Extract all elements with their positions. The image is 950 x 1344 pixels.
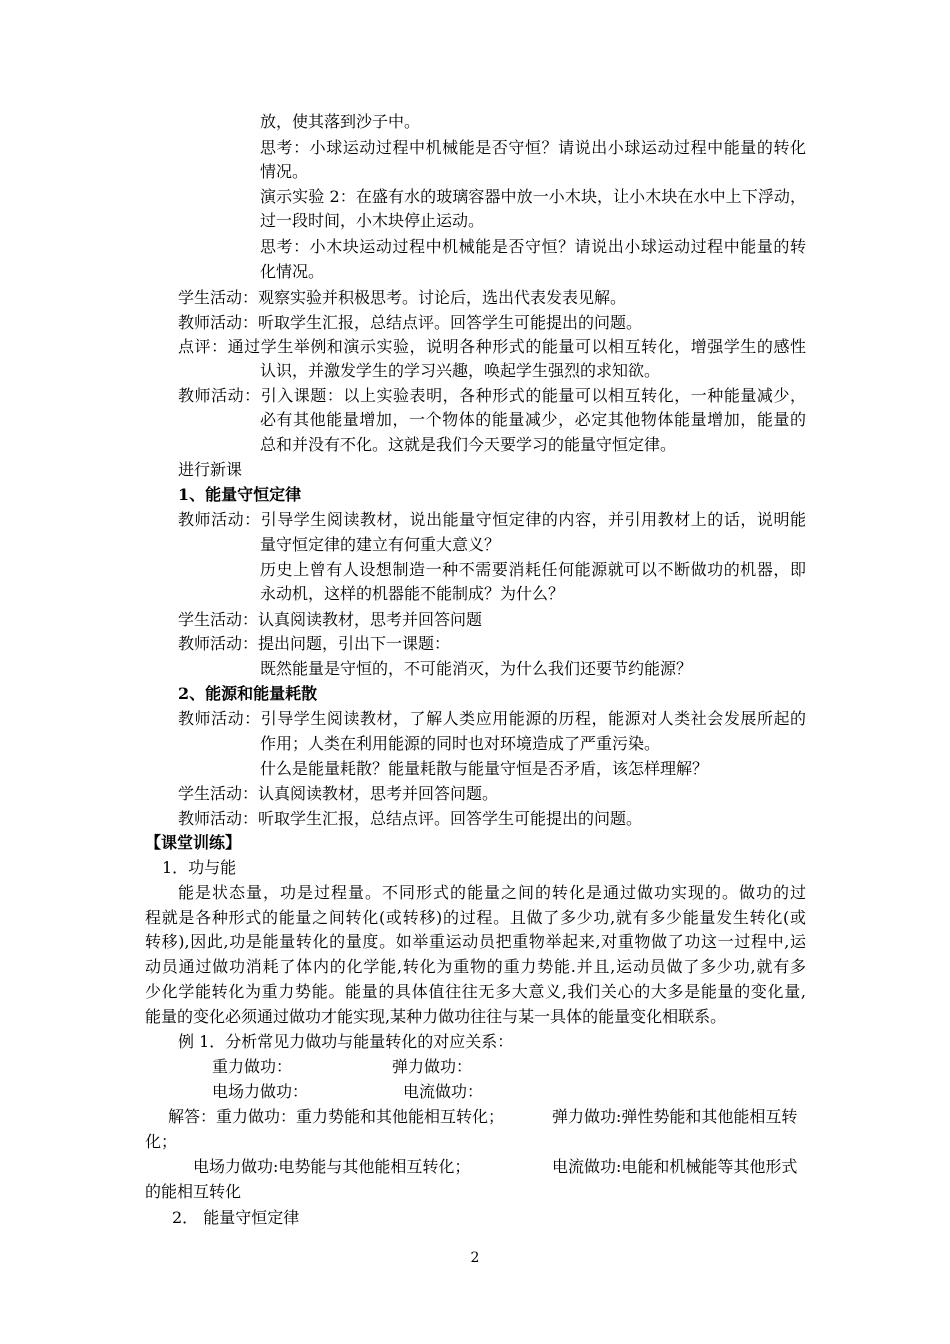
text-line: 电流做功:电能和机械能等其他形式 xyxy=(552,1157,798,1176)
text-line: 教师活动：听取学生汇报，总结点评。回答学生可能提出的问题。 xyxy=(178,809,643,828)
text-line: 既然能量是守恒的，不可能消灭，为什么我们还要节约能源？ xyxy=(260,659,693,678)
text-line: 电流做功： xyxy=(403,1082,484,1101)
section-heading: 1、能量守恒定律 xyxy=(178,485,302,504)
section-heading: 进行新课 xyxy=(178,460,243,479)
text-line: 点评：通过学生举例和演示实验，说明各种形式的能量可以相互转化，增强学生的感性 xyxy=(178,337,806,356)
text-line: 量守恒定律的建立有何重大意义？ xyxy=(260,535,501,554)
text-line: 学生活动：认真阅读教材，思考并回答问题。 xyxy=(178,784,499,803)
text-line: 重力做功： xyxy=(212,1057,293,1076)
text-line: 情况。 xyxy=(260,162,309,181)
text-line: 解答：重力做功：重力势能和其他能相互转化； xyxy=(168,1107,505,1126)
text-line: 教师活动：听取学生汇报，总结点评。回答学生可能提出的问题。 xyxy=(178,313,643,332)
section-heading: 【课堂训练】 xyxy=(145,833,242,852)
text-line: 思考：小木块运动过程中机械能是否守恒？请说出小球运动过程中能量的转 xyxy=(260,237,806,256)
text-line: 弹力做功： xyxy=(392,1057,473,1076)
text-line: 历史上曾有人设想制造一种不需要消耗任何能源就可以不断做功的机器，即 xyxy=(260,560,806,579)
text-line: 学生活动：认真阅读教材，思考并回答问题 xyxy=(178,610,483,629)
text-line: 化； xyxy=(145,1132,178,1151)
text-line: 必有其他能量增加，一个物体的能量减少，必定其他物体能量增加，能量的 xyxy=(260,410,806,429)
section-heading: 2． 能量守恒定律 xyxy=(172,1208,300,1227)
text-line: 教师活动：提出问题，引出下一课题： xyxy=(178,634,451,653)
page-number: 2 xyxy=(470,1250,480,1266)
text-line: 的能相互转化 xyxy=(145,1182,242,1201)
text-line: 电场力做功:电势能与其他能相互转化； xyxy=(193,1157,471,1176)
text-line: 总和并没有不化。这就是我们今天要学习的能量守恒定律。 xyxy=(260,435,677,454)
text-line: 学生活动：观察实验并积极思考。讨论后，选出代表发表见解。 xyxy=(178,288,627,307)
text-line: 演示实验 2：在盛有水的玻璃容器中放一小木块，让小木块在水中上下浮动， xyxy=(260,187,806,206)
text-line: 程就是各种形式的能量之间转化(或转移)的过程。且做了多少功,就有多少能量发生转化(或 xyxy=(145,908,806,927)
text-line: 思考：小球运动过程中机械能是否守恒？请说出小球运动过程中能量的转化 xyxy=(260,138,806,157)
text-line: 化情况。 xyxy=(260,262,325,281)
text-line: 电场力做功： xyxy=(212,1082,309,1101)
text-line: 能量的变化必须通过做功才能实现,某种力做功往往与某一具体的能量变化相联系。 xyxy=(145,1007,727,1026)
text-line: 过一段时间，小木块停止运动。 xyxy=(260,211,485,230)
text-line: 认识，并激发学生的学习兴趣，唤起学生强烈的求知欲。 xyxy=(260,361,661,380)
text-line: 教师活动：引导学生阅读教材，了解人类应用能源的历程，能源对人类社会发展所起的 xyxy=(178,709,806,728)
text-line: 少化学能转化为重力势能。能量的具体值往往无多大意义,我们关心的大多是能量的变化量, xyxy=(145,982,806,1001)
text-line: 放，使其落到沙子中。 xyxy=(260,112,421,131)
text-line: 转移),因此,功是能量转化的量度。如举重运动员把重物举起来,对重物做了功这一过程中,运 xyxy=(145,932,806,951)
text-line: 动员通过做功消耗了体内的化学能,转化为重物的重力势能.并且,运动员做了多少功,就有多 xyxy=(145,957,806,976)
text-line: 弹力做功:弹性势能和其他能相互转 xyxy=(552,1107,798,1126)
section-heading: 2、能源和能量耗散 xyxy=(178,684,318,703)
text-line: 教师活动：引导学生阅读教材，说出能量守恒定律的内容，并引用教材上的话，说明能 xyxy=(178,510,806,529)
section-heading: 1．功与能 xyxy=(162,858,237,877)
text-line: 能是状态量，功是过程量。不同形式的能量之间的转化是通过做功实现的。做功的过 xyxy=(178,883,806,902)
text-line: 例 1．分析常见力做功与能量转化的对应关系： xyxy=(178,1032,514,1051)
text-line: 作用；人类在利用能源的同时也对环境造成了严重污染。 xyxy=(260,734,661,753)
text-line: 教师活动：引入课题：以上实验表明，各种形式的能量可以相互转化，一种能量减少， xyxy=(178,386,806,405)
text-line: 什么是能量耗散？能量耗散与能量守恒是否矛盾，该怎样理解？ xyxy=(260,759,709,778)
text-line: 永动机，这样的机器能不能制成？为什么？ xyxy=(260,584,565,603)
